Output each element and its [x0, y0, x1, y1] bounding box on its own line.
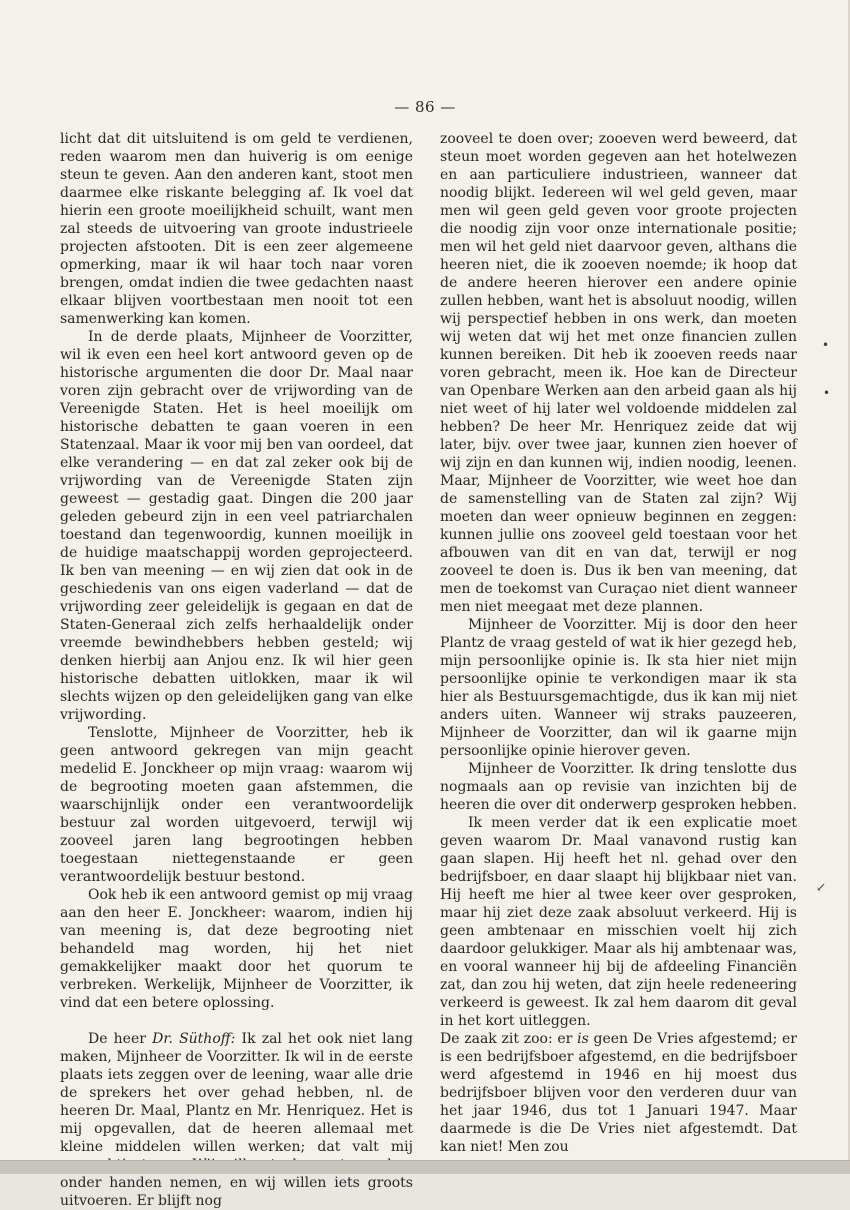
paragraph: In de derde plaats, Mijnheer de Voorzitter, wil ik even een heel kort antwoord geven op de historische argumenten die door Dr. Maal naar voren zijn gebracht over de vrijwording van de Vereenigde Staten. Het is heel moeilijk om historische debatten te gaan voeren in een Statenzaal. Maar ik voor mij ben van oordeel, dat elke verandering — en dat zal zeker ook bij de vrijwording van de Vereenigde Staten zijn geweest — gestadig gaat. Dingen die 200 jaar geleden gebeurd zijn in een veel patriarchalen toestand dan tegenwoordig, kunnen moeilijk in de huidige maatschappij worden geprojecteerd. Ik ben van meening — en wij zien dat ook in de geschiedenis van ons eigen vaderland — dat de vrijwording zeer geleidelijk is gegaan en dat de Staten-Generaal zich zelfs herhaaldelijk onder vreemde bewindhebbers hebben gesteld; wij denken hierbij aan Anjou enz. Ik wil hier geen historische debatten uitlokken, maar ik wil slechts wijzen op den geleidelijken gang van elke vrijwording.: [60, 329, 413, 723]
speaker-name: Dr. Süthoff:: [152, 1031, 236, 1047]
paragraph: Ook heb ik een antwoord gemist op mij vraag aan den heer E. Jonckheer: waarom, indien hij van meening is, dat deze begrooting niet behandeld mag worden, hij het niet gemakkelijker maakt door het quorum te verbreken. Werkelijk, Mijnheer de Voorzitter, ik vind dat een betere oplossing.: [60, 887, 413, 1011]
paragraph: [440, 1030, 797, 1156]
speaker-text: Ik zal het ook niet lang maken, Mijnheer de Voorzitter. Ik wil in de eerste plaats iets zeggen over de leening, waar alle drie de sprekers het over gehad hebben, nl. de heeren Dr. Maal, Plantz en Mr. Henriquez. Het is mij opgevallen, dat de heeren allemaal met kleine middelen willen werken; dat valt mij onder handen nemen, en wij willen iets groots uitvoeren. Er blijft nog: [60, 1031, 413, 1209]
paragraph: Mijnheer de Voorzitter. Ik dring tenslotte dus nogmaals aan op revisie van inzichten bij de heeren die over dit onderwerp gesproken hebben.: [440, 761, 797, 813]
left-column: [60, 130, 413, 1210]
emphasis: is: [577, 1031, 589, 1047]
page-number: — 86 —: [394, 98, 456, 116]
text-segment: geen De Vries afgestemd; er is een bedrijfsboer afgestemd, en die bedrijfsboer werd afgestemd in 1946 en hij moest dus bedrijfsboer blijven voor den verderen duur van het jaar 1946, dus tot 1 Januari 1947. Maar daarmede is die De Vries niet afgestemdt. Dat kan niet! Men zou: [440, 1031, 797, 1155]
paragraph: Tenslotte, Mijnheer de Voorzitter, heb ik geen antwoord gekregen van mijn geacht medelid E. Jonckheer op mijn vraag: waarom wij de begrooting moeten gaan afstemmen, die waarschijnlijk onder een verantwoordelijk bestuur zal worden uitgevoerd, terwijl wij zooveel jaren lang begrootingen hebben toegestaan niettegenstaande er geen verantwoordelijk bestuur bestond.: [60, 725, 413, 885]
margin-dot-mark: •: [822, 338, 830, 352]
margin-dot-mark: •: [823, 386, 831, 400]
paragraph: licht dat dit uitsluitend is om geld te verdienen, reden waarom men dan huiverig is om eenige steun te geven. Aan den anderen kant, stoot men daarmee elke riskante belegging af. Ik voel dat hierin een groote moeilijkheid schuilt, want men zal steeds de uitvoering van groote industrieele projecten afstooten. Dit is een zeer algemeene opmerking, maar ik wil haar toch naar voren brengen, omdat indien die twee gedachten naast elkaar blijven voortbestaan men nooit tot een samenwerking kan komen.: [60, 131, 413, 327]
paragraph: Mijnheer de Voorzitter. Mij is door den heer Plantz de vraag gesteld of wat ik hier gezegd heb, mijn persoonlijke opinie is. Ik sta hier niet mijn persoonlijke opinie te verkondigen maar ik sta hier als Bestuursgemachtigde, dus ik kan mij niet anders uiten. Wanneer wij straks pauzeeren, Mijnheer de Voorzitter, dan wil ik gaarne mijn persoonlijke opinie hierover geven.: [440, 617, 797, 759]
paragraph: zooveel te doen over; zooeven werd beweerd, dat steun moet worden gegeven aan het hotelwezen en aan particuliere industrieen, wanneer dat noodig blijkt. Iedereen wil wel geld geven, maar men wil geen geld geven voor groote projecten die noodig zijn voor onze internationale positie; men wil het geld niet daarvoor geven, althans die heeren niet, die ik zooeven noemde; ik hoop dat de andere heeren hierover een andere opinie zullen hebben, want het is absoluut noodig, willen wij perspectief hebben in ons werk, dan moeten wij weten dat wij het met onze financien zullen kunnen bereiken. Dit heb ik zooeven reeds naar voren gebracht, meen ik. Hoe kan de Directeur van Openbare Werken aan den arbeid gaan als hij niet weet of hij later wel voldoende middelen zal hebben? De heer Mr. Henriquez zeide dat wij later, bijv. over twee jaar, kunnen zien hoever of wij zijn en dan kunnen wij, indien noodig, leenen. Maar, Mijnheer de Voorzitter, wie weet hoe dan de samenstelling van de Staten zal zijn? Wij moeten dan weer opnieuw beginnen en zeggen: kunnen jullie ons zooveel geld toestaan voor het afbouwen van dit en van dat, terwijl er nog zooveel te doen is. Dus ik ben van meening, dat men de toekomst van Curaçao niet dient wanneer men niet meegaat met deze plannen.: [440, 131, 797, 615]
paragraph: Ik meen verder dat ik een explicatie moet geven waarom Dr. Maal vanavond rustig kan gaan slapen. Hij heeft het nl. gehad over den bedrijfsboer, en daar slaapt hij blijkbaar niet van. Hij heeft me hier al twee keer over gesproken, maar hij ziet deze zaak absoluut verkeerd. Hij is geen ambtenaar en misschien voelt hij zich daardoor gelukkiger. Maar als hij ambtenaar was, en vooral wanneer hij bij de afdeeling Financiën zat, dan zou hij weten, dat zijn heele redeneering verkeerd is geweest. Ik zal hem daarom dit geval in het kort uitleggen.: [440, 815, 797, 1029]
speaker-intro: De heer: [88, 1031, 153, 1047]
text-segment: De zaak zit zoo: er: [440, 1031, 578, 1047]
margin-pencil-mark: ↙: [816, 880, 827, 894]
scan-bottom-edge: [0, 1160, 850, 1174]
speaker-paragraph: [60, 1030, 413, 1210]
right-column: [440, 130, 797, 1156]
